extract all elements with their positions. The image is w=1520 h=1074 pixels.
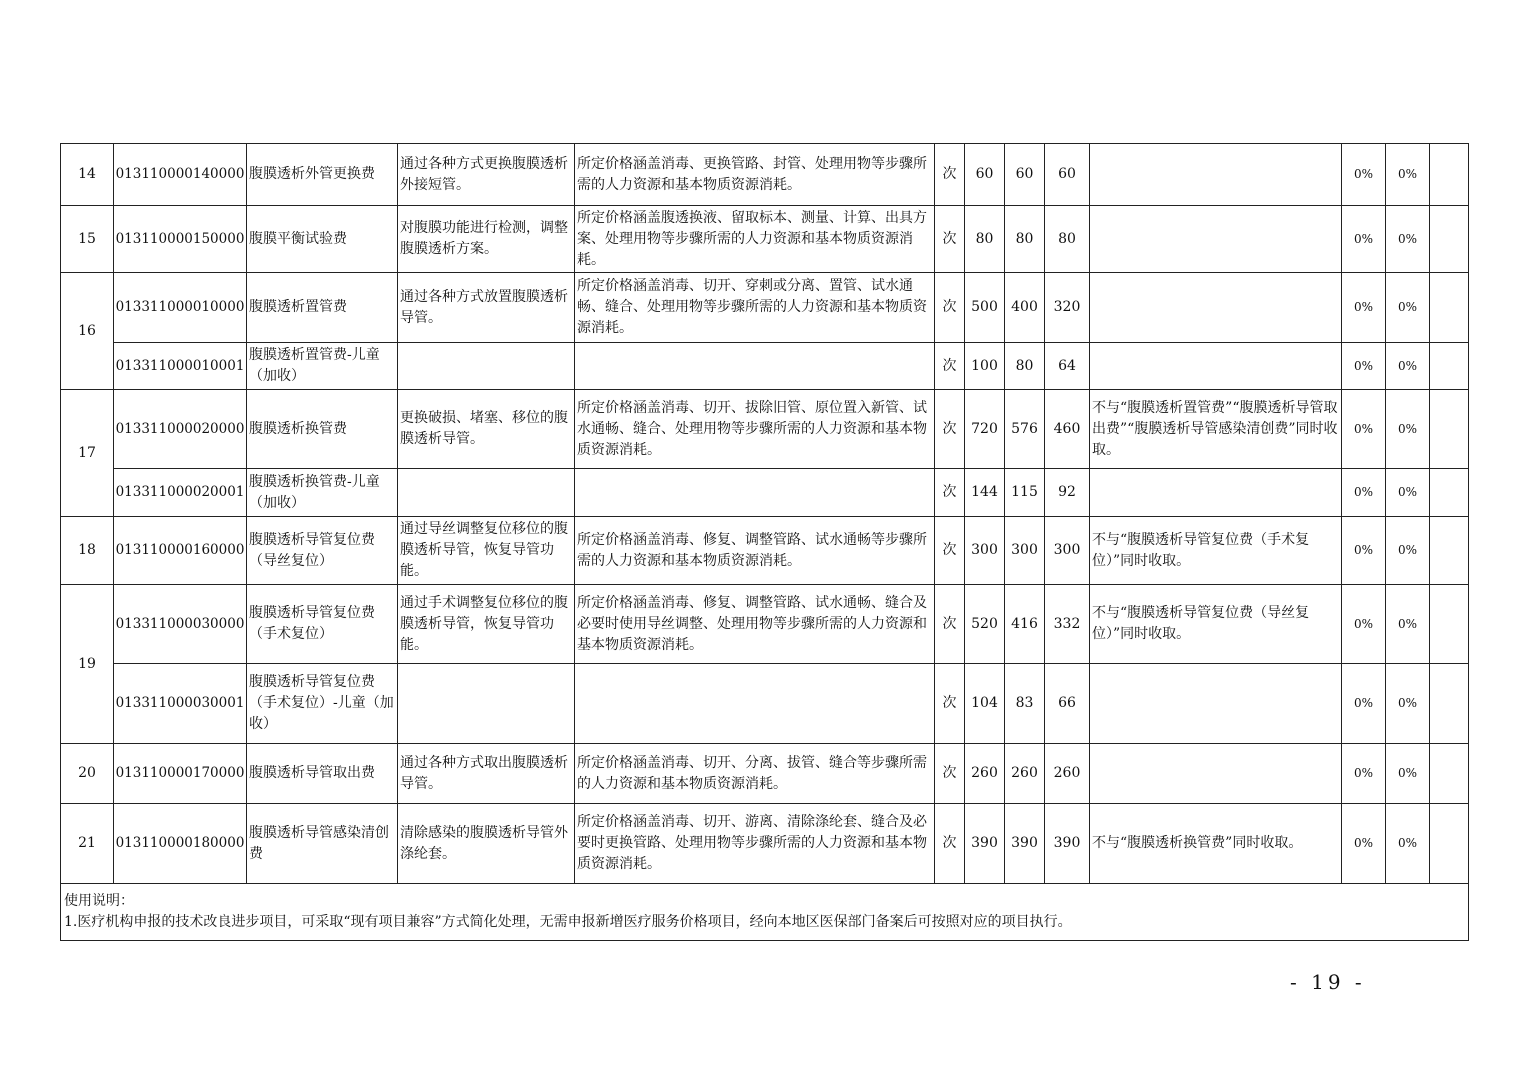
price-level-3: 332 bbox=[1045, 585, 1090, 664]
unit: 次 bbox=[935, 469, 965, 517]
ratio-2: 0% bbox=[1386, 804, 1430, 884]
price-level-1: 520 bbox=[965, 585, 1005, 664]
item-code: 013110000140000 bbox=[114, 144, 247, 206]
description bbox=[1090, 273, 1342, 343]
table-row bbox=[61, 469, 1469, 517]
unit: 次 bbox=[935, 343, 965, 390]
item-name: 腹膜透析导管复位费（导丝复位） bbox=[247, 517, 398, 585]
price-level-2: 416 bbox=[1005, 585, 1045, 664]
empty-cell bbox=[1430, 390, 1469, 469]
price-level-2: 300 bbox=[1005, 517, 1045, 585]
service-content: 对腹膜功能进行检测，调整腹膜透析方案。 bbox=[398, 206, 575, 273]
service-content: 通过导丝调整复位移位的腹膜透析导管，恢复导管功能。 bbox=[398, 517, 575, 585]
row-number: 15 bbox=[61, 206, 114, 273]
unit: 次 bbox=[935, 390, 965, 469]
price-level-1: 104 bbox=[965, 664, 1005, 744]
item-code: 013311000020000 bbox=[114, 390, 247, 469]
price-level-3: 390 bbox=[1045, 804, 1090, 884]
item-name: 腹膜透析换管费 bbox=[247, 390, 398, 469]
price-level-2: 400 bbox=[1005, 273, 1045, 343]
unit: 次 bbox=[935, 144, 965, 206]
description: 不与“腹膜透析导管复位费（导丝复位）”同时收取。 bbox=[1090, 585, 1342, 664]
ratio-1: 0% bbox=[1342, 273, 1386, 343]
empty-cell bbox=[1430, 144, 1469, 206]
item-code: 013110000180000 bbox=[114, 804, 247, 884]
description: 不与“腹膜透析导管复位费（手术复位）”同时收取。 bbox=[1090, 517, 1342, 585]
unit: 次 bbox=[935, 585, 965, 664]
price-connotation: 所定价格涵盖消毒、切开、拔除旧管、原位置入新管、试水通畅、缝合、处理用物等步骤所需的人力资源和基本物质资源消耗。 bbox=[575, 390, 935, 469]
row-number: 19 bbox=[61, 585, 114, 744]
ratio-2: 0% bbox=[1386, 469, 1430, 517]
empty-cell bbox=[1430, 273, 1469, 343]
description bbox=[1090, 664, 1342, 744]
price-level-1: 300 bbox=[965, 517, 1005, 585]
price-level-1: 500 bbox=[965, 273, 1005, 343]
ratio-2: 0% bbox=[1386, 664, 1430, 744]
service-content: 通过各种方式取出腹膜透析导管。 bbox=[398, 744, 575, 804]
service-content bbox=[398, 664, 575, 744]
unit: 次 bbox=[935, 744, 965, 804]
unit: 次 bbox=[935, 206, 965, 273]
empty-cell bbox=[1430, 804, 1469, 884]
ratio-1: 0% bbox=[1342, 804, 1386, 884]
price-level-1: 100 bbox=[965, 343, 1005, 390]
ratio-2: 0% bbox=[1386, 206, 1430, 273]
description bbox=[1090, 343, 1342, 390]
ratio-2: 0% bbox=[1386, 744, 1430, 804]
price-connotation: 所定价格涵盖消毒、切开、分离、拔管、缝合等步骤所需的人力资源和基本物质资源消耗。 bbox=[575, 744, 935, 804]
price-level-3: 80 bbox=[1045, 206, 1090, 273]
item-name: 腹膜透析换管费-儿童（加收） bbox=[247, 469, 398, 517]
notes-line: 1.医疗机构申报的技术改良进步项目，可采取“现有项目兼容”方式简化处理，无需申报新增医疗服务价格项目，经向本地区医保部门备案后可按照对应的项目执行。 bbox=[64, 914, 1072, 930]
service-content: 通过各种方式放置腹膜透析导管。 bbox=[398, 273, 575, 343]
price-level-2: 80 bbox=[1005, 206, 1045, 273]
ratio-1: 0% bbox=[1342, 469, 1386, 517]
ratio-2: 0% bbox=[1386, 343, 1430, 390]
item-name: 腹膜透析置管费 bbox=[247, 273, 398, 343]
item-code: 013110000170000 bbox=[114, 744, 247, 804]
table-row bbox=[61, 804, 1469, 884]
ratio-1: 0% bbox=[1342, 144, 1386, 206]
price-connotation: 所定价格涵盖消毒、切开、游离、清除涤纶套、缝合及必要时更换管路、处理用物等步骤所需的人力资源和基本物质资源消耗。 bbox=[575, 804, 935, 884]
price-connotation: 所定价格涵盖腹透换液、留取标本、测量、计算、出具方案、处理用物等步骤所需的人力资源和基本物质资源消耗。 bbox=[575, 206, 935, 273]
ratio-1: 0% bbox=[1342, 744, 1386, 804]
price-level-2: 576 bbox=[1005, 390, 1045, 469]
unit: 次 bbox=[935, 517, 965, 585]
description: 不与“腹膜透析置管费”“腹膜透析导管取出费”“腹膜透析导管感染清创费”同时收取。 bbox=[1090, 390, 1342, 469]
empty-cell bbox=[1430, 206, 1469, 273]
price-connotation: 所定价格涵盖消毒、更换管路、封管、处理用物等步骤所需的人力资源和基本物质资源消耗。 bbox=[575, 144, 935, 206]
table-row bbox=[61, 585, 1469, 664]
price-connotation: 所定价格涵盖消毒、切开、穿刺或分离、置管、试水通畅、缝合、处理用物等步骤所需的人力资源和基本物质资源消耗。 bbox=[575, 273, 935, 343]
ratio-2: 0% bbox=[1386, 517, 1430, 585]
table-row bbox=[61, 517, 1469, 585]
service-content: 通过手术调整复位移位的腹膜透析导管，恢复导管功能。 bbox=[398, 585, 575, 664]
price-table bbox=[60, 143, 1469, 941]
service-content bbox=[398, 469, 575, 517]
price-level-2: 390 bbox=[1005, 804, 1045, 884]
table-row bbox=[61, 273, 1469, 343]
price-level-1: 260 bbox=[965, 744, 1005, 804]
price-level-2: 60 bbox=[1005, 144, 1045, 206]
item-name: 腹膜透析导管取出费 bbox=[247, 744, 398, 804]
notes-row bbox=[61, 884, 1469, 941]
price-level-3: 66 bbox=[1045, 664, 1090, 744]
price-level-2: 83 bbox=[1005, 664, 1045, 744]
item-code: 013110000160000 bbox=[114, 517, 247, 585]
service-content: 更换破损、堵塞、移位的腹膜透析导管。 bbox=[398, 390, 575, 469]
item-code: 013110000150000 bbox=[114, 206, 247, 273]
item-name: 腹膜透析导管复位费（手术复位） bbox=[247, 585, 398, 664]
table-row bbox=[61, 343, 1469, 390]
empty-cell bbox=[1430, 469, 1469, 517]
item-name: 腹膜透析置管费-儿童（加收） bbox=[247, 343, 398, 390]
ratio-1: 0% bbox=[1342, 206, 1386, 273]
price-level-3: 460 bbox=[1045, 390, 1090, 469]
empty-cell bbox=[1430, 744, 1469, 804]
ratio-2: 0% bbox=[1386, 273, 1430, 343]
price-level-3: 92 bbox=[1045, 469, 1090, 517]
row-number: 21 bbox=[61, 804, 114, 884]
price-connotation bbox=[575, 343, 935, 390]
service-content: 清除感染的腹膜透析导管外涤纶套。 bbox=[398, 804, 575, 884]
item-name: 腹膜平衡试验费 bbox=[247, 206, 398, 273]
usage-notes bbox=[61, 884, 1469, 941]
empty-cell bbox=[1430, 343, 1469, 390]
row-number: 17 bbox=[61, 390, 114, 517]
page-number: - 19 - bbox=[1290, 970, 1366, 994]
price-connotation bbox=[575, 469, 935, 517]
price-level-1: 144 bbox=[965, 469, 1005, 517]
table-row bbox=[61, 390, 1469, 469]
price-level-1: 60 bbox=[965, 144, 1005, 206]
ratio-1: 0% bbox=[1342, 343, 1386, 390]
row-number: 20 bbox=[61, 744, 114, 804]
empty-cell bbox=[1430, 517, 1469, 585]
price-level-2: 260 bbox=[1005, 744, 1045, 804]
item-code: 013311000020001 bbox=[114, 469, 247, 517]
notes-title: 使用说明： bbox=[64, 893, 134, 909]
ratio-1: 0% bbox=[1342, 517, 1386, 585]
description bbox=[1090, 469, 1342, 517]
price-connotation: 所定价格涵盖消毒、修复、调整管路、试水通畅、缝合及必要时使用导丝调整、处理用物等步骤所需的人力资源和基本物质资源消耗。 bbox=[575, 585, 935, 664]
ratio-1: 0% bbox=[1342, 585, 1386, 664]
description bbox=[1090, 744, 1342, 804]
unit: 次 bbox=[935, 664, 965, 744]
table-row bbox=[61, 744, 1469, 804]
price-level-1: 720 bbox=[965, 390, 1005, 469]
price-level-2: 115 bbox=[1005, 469, 1045, 517]
ratio-2: 0% bbox=[1386, 585, 1430, 664]
price-level-3: 320 bbox=[1045, 273, 1090, 343]
price-level-3: 64 bbox=[1045, 343, 1090, 390]
item-code: 013311000030001 bbox=[114, 664, 247, 744]
table-row bbox=[61, 664, 1469, 744]
item-name: 腹膜透析导管感染清创费 bbox=[247, 804, 398, 884]
item-code: 013311000030000 bbox=[114, 585, 247, 664]
price-connotation: 所定价格涵盖消毒、修复、调整管路、试水通畅等步骤所需的人力资源和基本物质资源消耗。 bbox=[575, 517, 935, 585]
price-level-3: 300 bbox=[1045, 517, 1090, 585]
price-level-3: 260 bbox=[1045, 744, 1090, 804]
price-level-2: 80 bbox=[1005, 343, 1045, 390]
description bbox=[1090, 206, 1342, 273]
empty-cell bbox=[1430, 664, 1469, 744]
service-content bbox=[398, 343, 575, 390]
item-code: 013311000010001 bbox=[114, 343, 247, 390]
ratio-2: 0% bbox=[1386, 144, 1430, 206]
price-level-3: 60 bbox=[1045, 144, 1090, 206]
service-content: 通过各种方式更换腹膜透析外接短管。 bbox=[398, 144, 575, 206]
table-row bbox=[61, 206, 1469, 273]
ratio-1: 0% bbox=[1342, 664, 1386, 744]
item-name: 腹膜透析外管更换费 bbox=[247, 144, 398, 206]
description bbox=[1090, 144, 1342, 206]
row-number: 18 bbox=[61, 517, 114, 585]
ratio-1: 0% bbox=[1342, 390, 1386, 469]
row-number: 16 bbox=[61, 273, 114, 390]
unit: 次 bbox=[935, 273, 965, 343]
table-row bbox=[61, 144, 1469, 206]
ratio-2: 0% bbox=[1386, 390, 1430, 469]
unit: 次 bbox=[935, 804, 965, 884]
empty-cell bbox=[1430, 585, 1469, 664]
item-name: 腹膜透析导管复位费（手术复位）-儿童（加收） bbox=[247, 664, 398, 744]
item-code: 013311000010000 bbox=[114, 273, 247, 343]
description: 不与“腹膜透析换管费”同时收取。 bbox=[1090, 804, 1342, 884]
price-level-1: 390 bbox=[965, 804, 1005, 884]
price-level-1: 80 bbox=[965, 206, 1005, 273]
row-number: 14 bbox=[61, 144, 114, 206]
price-connotation bbox=[575, 664, 935, 744]
